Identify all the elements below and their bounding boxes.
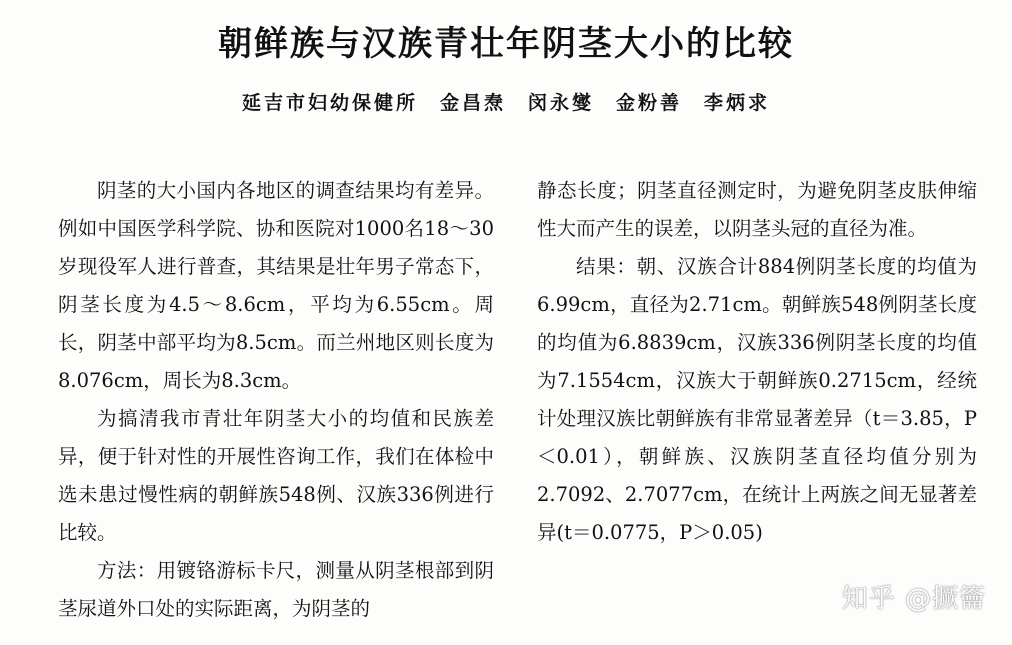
left-paragraph-3: 方法：用镀铬游标卡尺，测量从阴茎根部到阴茎尿道外口处的实际距离，为阴茎的 bbox=[58, 559, 494, 620]
left-paragraph-2: 为搞清我市青壮年阴茎大小的均值和民族差异，便于针对性的开展性咨询工作，我们在体检中选未患过慢性病的朝鲜族548例、汉族336例进行比较。 bbox=[58, 407, 494, 544]
article-title: 朝鲜族与汉族青壮年阴茎大小的比较 bbox=[218, 24, 794, 64]
left-column bbox=[58, 172, 494, 628]
watermark-text: 知乎 @撅籥 bbox=[841, 584, 986, 614]
article-authors: 延吉市妇幼保健所 金昌焘 闵永燮 金粉善 李炳求 bbox=[241, 92, 770, 114]
right-paragraph-1: 静态长度；阴茎直径测定时，为避免阴茎皮肤伸缩性大而产生的误差，以阴茎头冠的直径为准。 bbox=[537, 179, 977, 240]
right-paragraph-2: 结果：朝、汉族合计884例阴茎长度的均值为6.99cm，直径为2.71cm。朝鲜族548例阴茎长度的均值为6.8839cm，汉族336例阴茎长度的均值为7.1554cm，汉族大于朝鲜族0.2715cm，经统计处理汉族比朝鲜族有非常显著差异（t＝3.85，P＜0.01），朝鲜族、汉族阴茎直径均值分别为2.7092、2.7077cm，在统计上两族之间无显著差异(t＝0.0775，P＞0.05) bbox=[537, 255, 978, 544]
left-paragraph-1: 阴茎的大小国内各地区的调查结果均有差异。例如中国医学科学院、协和医院对1000名18～30岁现役军人进行普查，其结果是壮年男子常态下，阴茎长度为4.5～8.6cm，平均为6.55cm。周长，阴茎中部平均为8.5cm。而兰州地区则长度为8.076cm，周长为8.3cm。 bbox=[58, 179, 494, 392]
right-column bbox=[537, 172, 977, 552]
